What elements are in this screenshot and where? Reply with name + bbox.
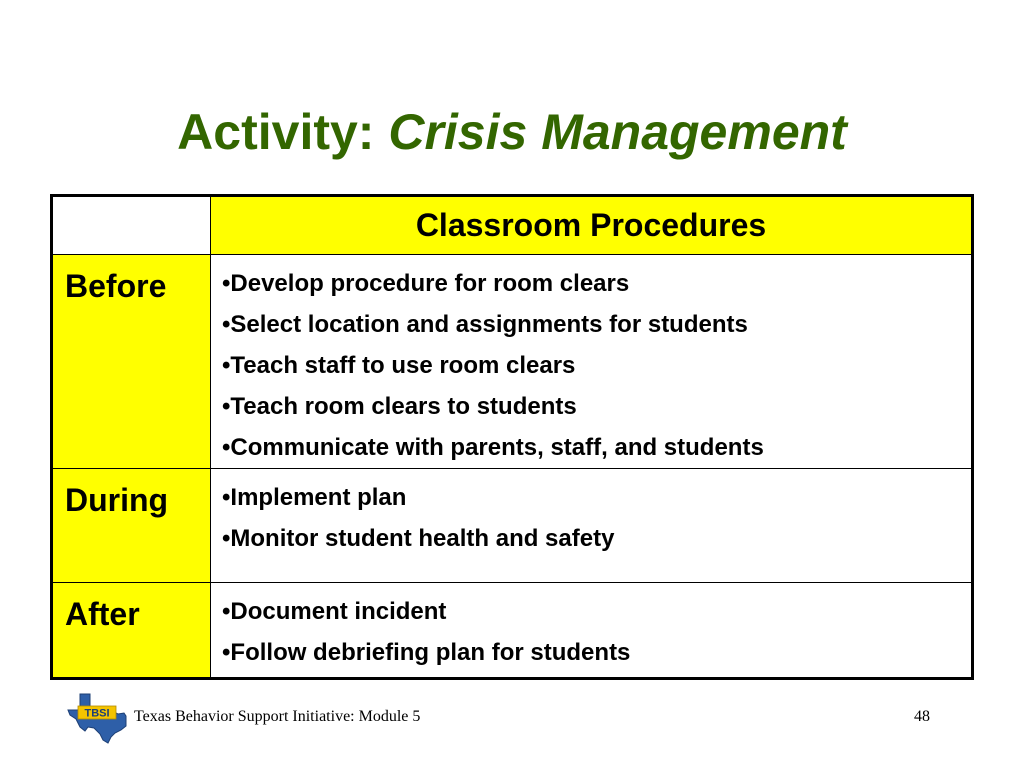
table-header-cell: Classroom Procedures bbox=[211, 196, 973, 255]
tbsi-logo bbox=[66, 692, 128, 744]
bullet-list bbox=[211, 469, 971, 559]
list-item: • Develop procedure for room clears bbox=[222, 263, 971, 304]
row-label-cell bbox=[52, 255, 211, 469]
list-item: • Teach room clears to students bbox=[222, 386, 971, 427]
list-item: • Teach staff to use room clears bbox=[222, 345, 971, 386]
table-row-during bbox=[52, 469, 973, 583]
title-italic: Crisis Management bbox=[388, 104, 847, 160]
bullet-list bbox=[211, 255, 971, 468]
list-item: • Document incident bbox=[222, 591, 971, 632]
bullet-list bbox=[211, 583, 971, 673]
table-row-after bbox=[52, 583, 973, 679]
list-item: • Monitor student health and safety bbox=[222, 518, 971, 559]
row-label: During bbox=[65, 482, 169, 518]
logo-text: TBSI bbox=[84, 707, 110, 720]
row-items-cell bbox=[211, 583, 973, 679]
list-item: • Implement plan bbox=[222, 477, 971, 518]
row-items-cell bbox=[211, 255, 973, 469]
table-corner-cell bbox=[52, 196, 211, 255]
title-plain: Activity: bbox=[177, 104, 389, 160]
row-label-cell bbox=[52, 583, 211, 679]
procedures-table bbox=[50, 194, 974, 680]
row-label-cell bbox=[52, 469, 211, 583]
table-header-row bbox=[52, 196, 973, 255]
footer-text: Texas Behavior Support Initiative: Module 5 bbox=[134, 708, 421, 725]
list-item: • Follow debriefing plan for students bbox=[222, 632, 971, 673]
list-item: • Select location and assignments for students bbox=[222, 304, 971, 345]
row-label: Before bbox=[65, 268, 167, 304]
page-number: 48 bbox=[914, 708, 930, 725]
table-row-before bbox=[52, 255, 973, 469]
texas-state-outline-icon bbox=[66, 692, 128, 744]
row-items-cell bbox=[211, 469, 973, 583]
slide-title bbox=[0, 96, 1024, 168]
row-label: After bbox=[65, 596, 140, 632]
list-item: • Communicate with parents, staff, and students bbox=[222, 427, 971, 468]
